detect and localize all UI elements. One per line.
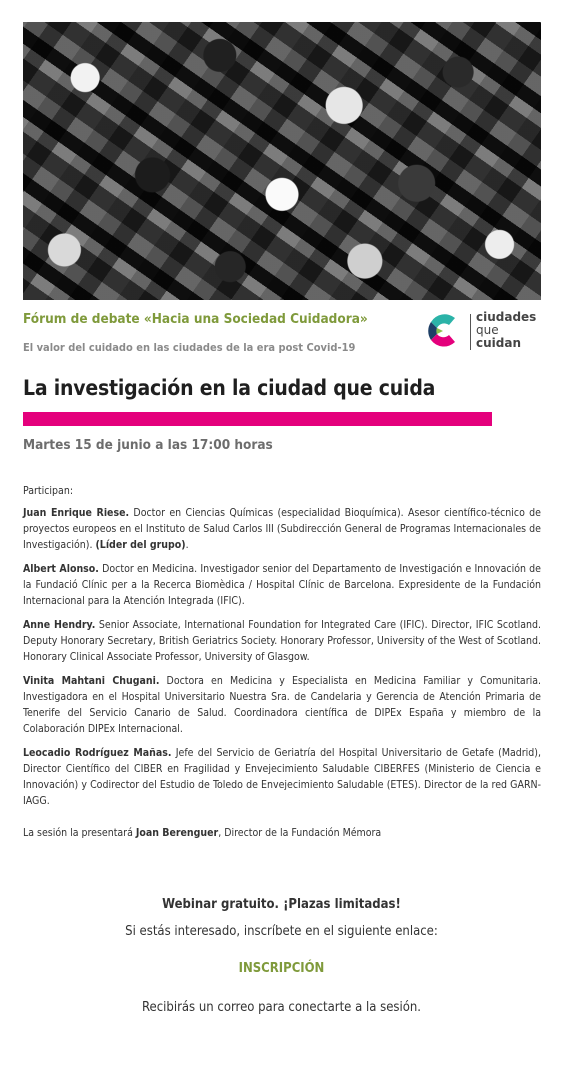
presenter-name: Joan Berenguer — [135, 827, 219, 839]
inscripcion-link[interactable]: INSCRIPCIÓN — [238, 961, 325, 976]
event-date: Martes 15 de junio a las 17:00 horas — [23, 437, 273, 453]
participants-section — [23, 483, 541, 817]
page-title: La investigación en la ciudad que cuida — [23, 376, 436, 400]
participant-item — [23, 561, 541, 609]
logo-mark-icon — [423, 310, 463, 350]
participant-item — [23, 745, 541, 809]
presenter-line — [23, 827, 381, 839]
participant-name: Albert Alonso. — [23, 563, 99, 575]
forum-title: Fórum de debate «Hacia una Sociedad Cuidadora» — [23, 311, 368, 327]
participant-name: Leocadio Rodríguez Mañas. — [23, 747, 172, 759]
participant-name: Juan Enrique Riese. — [23, 507, 130, 519]
participant-bio: Doctora en Medicina y Especialista en Medicina Familiar y Comunitaria. Investigadora en el Hospital Universitario Nuestra Sra. de Candelaria y Gerencia de Atención Primaria de Tenerife del Servicio Canario de Salud. Coordinadora científica de DIPEx España y miembro de la Colaboración DIPEx Internacional. — [23, 675, 541, 735]
ciudades-que-cuidan-logo — [423, 308, 548, 356]
participant-role: (Líder del grupo) — [95, 539, 186, 551]
participant-bio: Jefe del Servicio de Geriatría del Hospital Universitario de Getafe (Madrid), Director Científico del CIBER en Fragilidad y Envejecimiento Saludable CIBERFES (Ministerio de Ciencia e Innovación) y Codirector del Estudio de Toledo de Envejecimiento Saludable (ETES). Director de la red GARN-IAGG. — [23, 747, 541, 807]
logo-word-que: que — [476, 323, 499, 337]
forum-subtitle: El valor del cuidado en las ciudades de la era post Covid-19 — [23, 341, 356, 354]
logo-word-ciudades: ciudades — [476, 310, 537, 324]
logo-word-cuidan: cuidan — [476, 336, 521, 350]
participant-item — [23, 673, 541, 737]
logo-separator — [470, 314, 471, 350]
participants-intro: Participan: — [23, 485, 73, 497]
participant-bio-end: . — [185, 539, 189, 551]
participant-name: Vinita Mahtani Chugani. — [23, 675, 160, 687]
presenter-suffix: , Director de la Fundación Mémora — [218, 827, 382, 839]
hero-puzzle-image — [23, 22, 541, 300]
participant-name: Anne Hendry. — [23, 619, 96, 631]
presenter-prefix: La sesión la presentará — [23, 827, 136, 839]
confirmation-note: Recibirás un correo para conectarte a la sesión. — [141, 1000, 422, 1015]
participant-bio: Doctor en Medicina. Investigador senior del Departamento de Investigación e Innovación de la Fundació Clínic per a la Recerca Biomèdica / Hospital Clínic de Barcelona. Expresidente de la Fundación Internacional para la Atención Integrada (IFIC). — [23, 563, 541, 607]
participant-item — [23, 505, 541, 553]
participant-bio: Senior Associate, International Foundation for Integrated Care (IFIC). Director, IFIC Scotland. Deputy Honorary Secretary, British Geriatrics Society. Honorary Professor, University of the West of Scotland. Honorary Clinical Associate Professor, University of Glasgow. — [23, 619, 541, 663]
signup-prompt: Si estás interesado, inscríbete en el siguiente enlace: — [125, 924, 438, 939]
participant-item — [23, 617, 541, 665]
title-accent-bar — [23, 412, 492, 426]
participant-bio: Doctor en Ciencias Químicas (especialidad Bioquímica). Asesor científico-técnico de proyectos europeos en el Instituto de Salud Carlos III (Subdirección General de Programas Internacionales de Investigación). — [23, 507, 541, 551]
logo-wordmark — [476, 311, 536, 350]
webinar-heading: Webinar gratuito. ¡Plazas limitadas! — [162, 897, 401, 912]
